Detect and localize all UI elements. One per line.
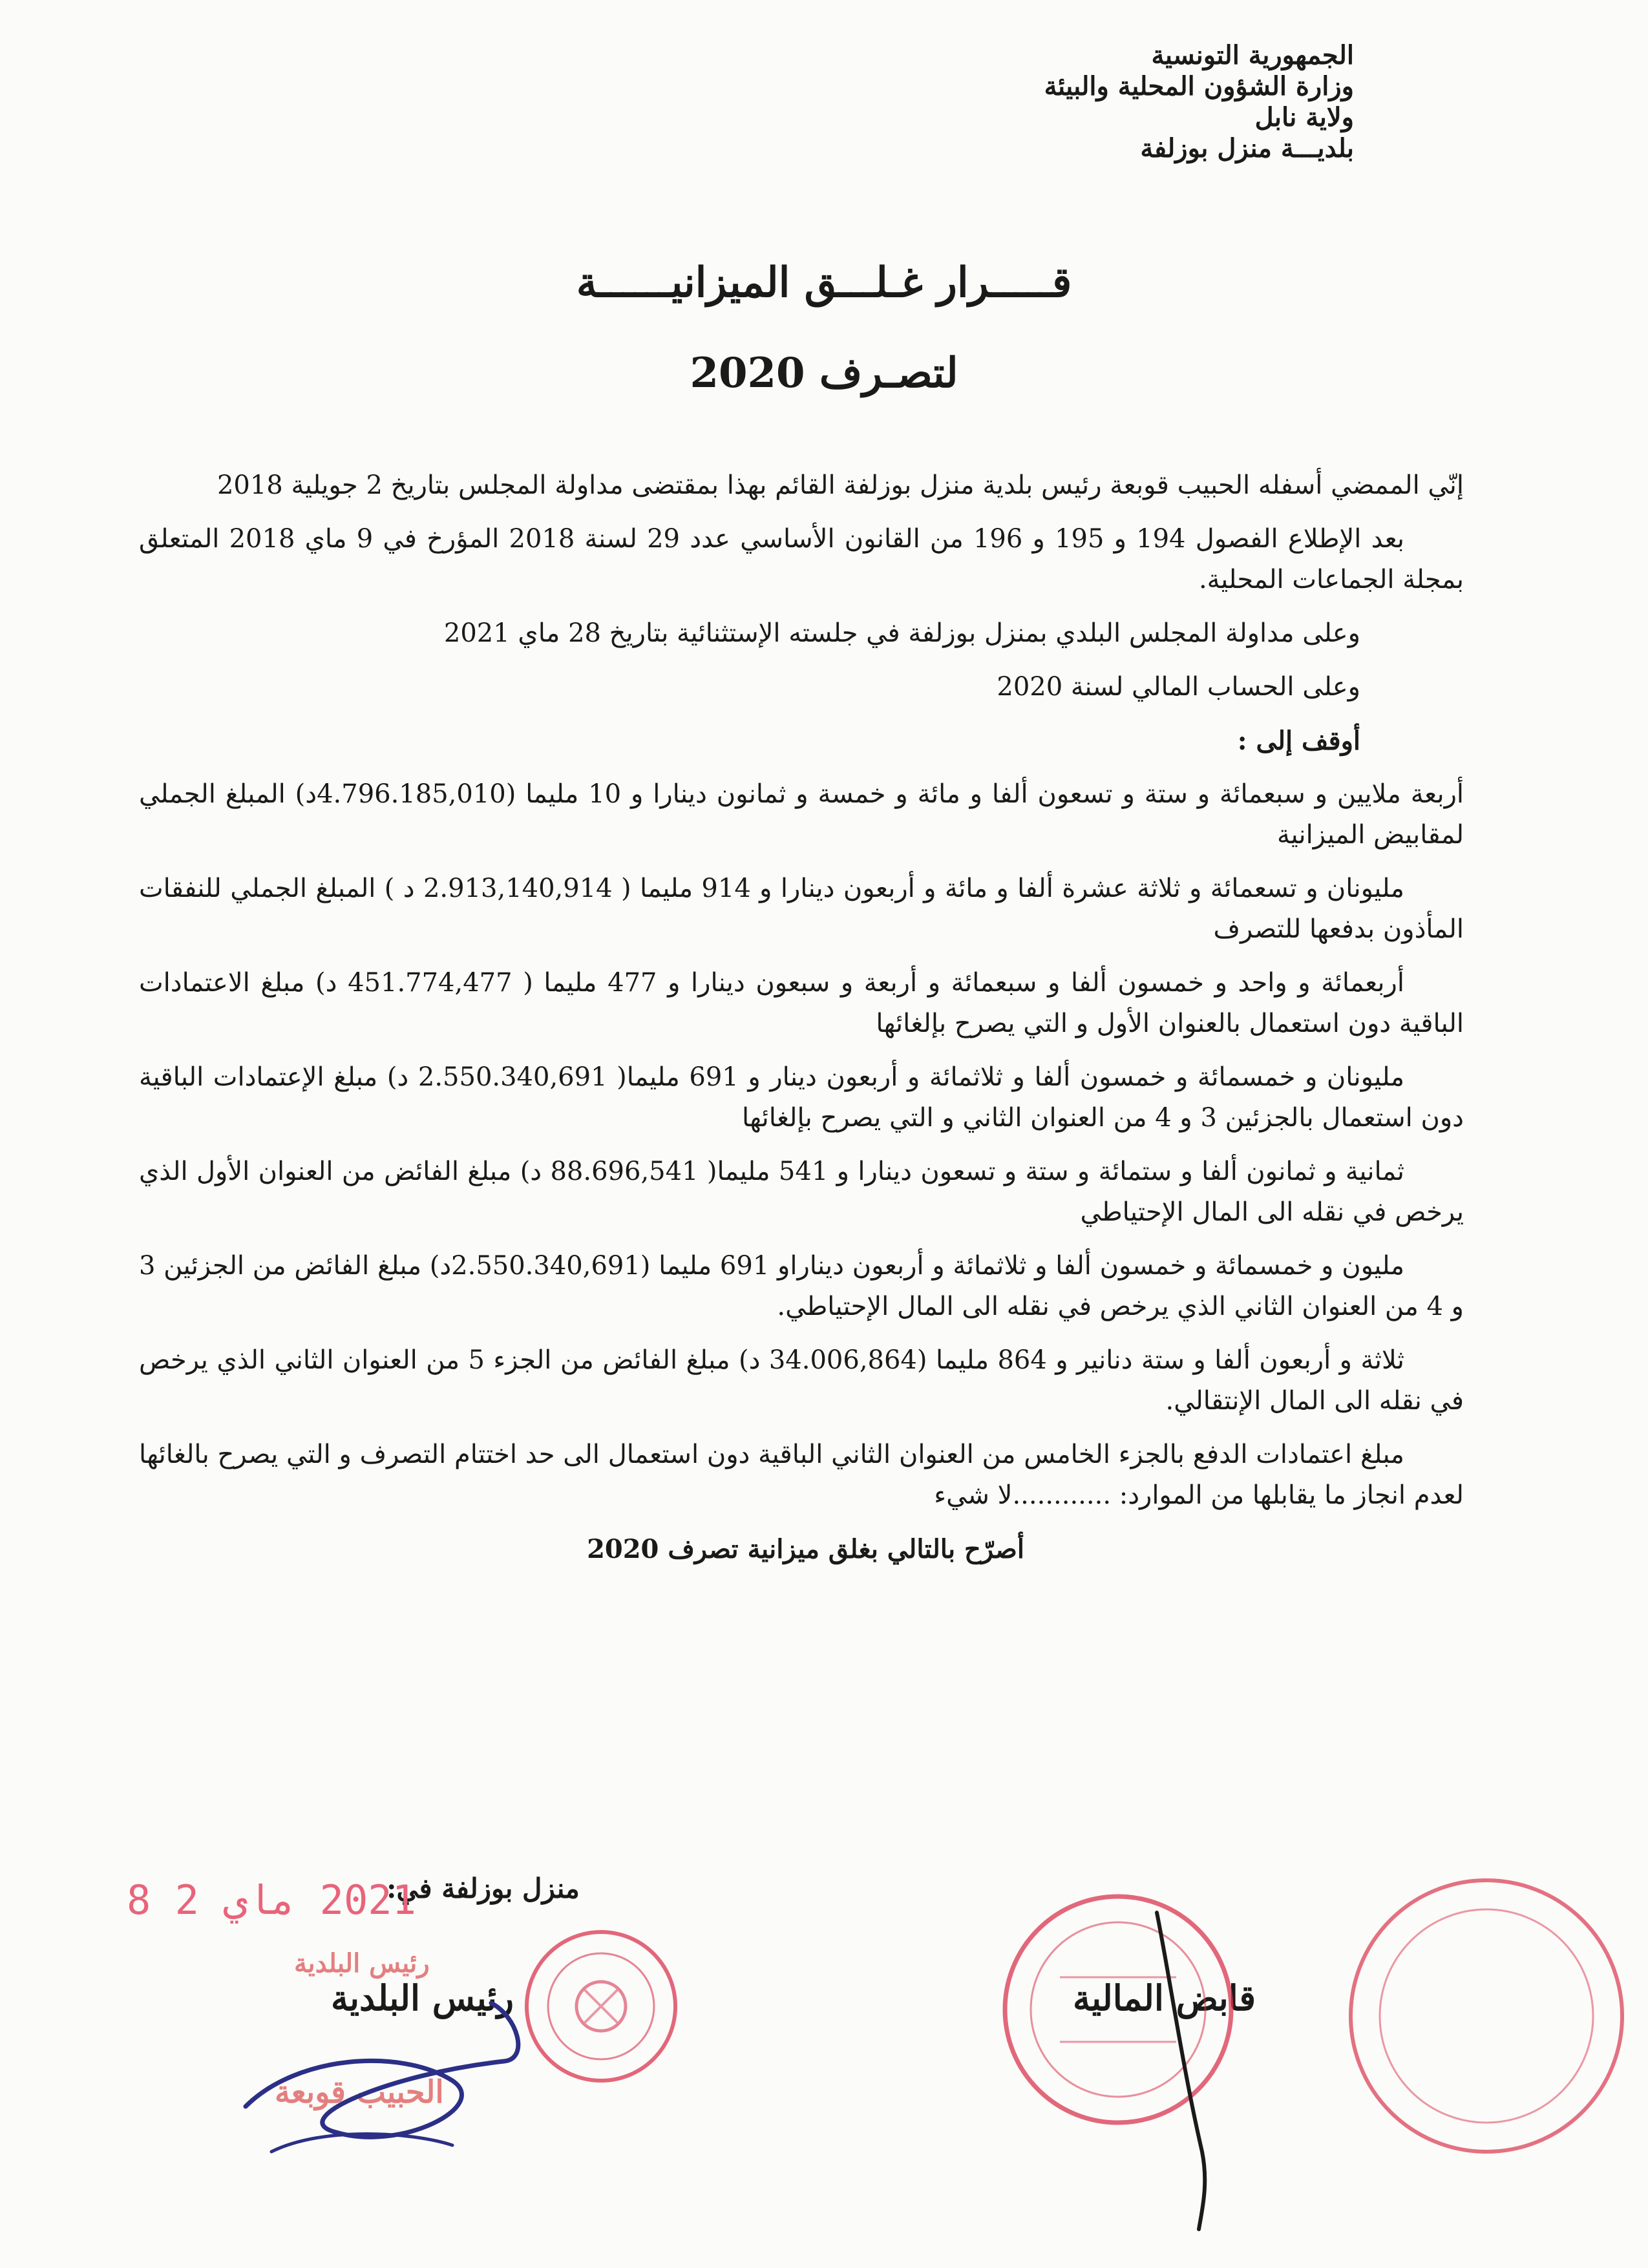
legal-reference-paragraph: بعد الإطلاع الفصول 194 و 195 و 196 من القانون الأساسي عدد 29 لسنة 2018 المؤرخ في 9 ماي 2018 المتعلق بمجلة الجماعات المحلية. <box>139 524 1464 594</box>
treasurer-label: قابض المالية <box>1073 1977 1256 2019</box>
decision-item: ثلاثة و أربعون ألفا و ستة دنانير و 864 مليما (34.006,864 د) مبلغ الفائض من الجزء 5 من العنوان الثاني الذي يرخص في نقله الى المال الإنتقالي. <box>139 1345 1464 1416</box>
decision-item: أربعمائة و واحد و خمسون ألفا و سبعمائة و أربعة و سبعون دينارا و 477 مليما ( 451.774,477 د) مبلغ الاعتمادات الباقية دون استعمال بالعنوان الأول و التي يصرح بإلغائها <box>139 968 1464 1038</box>
mayor-label: رئيس البلدية <box>331 1977 514 2019</box>
decision-heading: أوقف إلى : <box>1237 726 1360 756</box>
mayor-stamp-name: الحبيب قوبعة <box>275 2074 444 2110</box>
closing-statement: أصرّح بالتالي بغلق ميزانية تصرف 2020 <box>587 1534 1024 1564</box>
decision-item: مبلغ اعتمادات الدفع بالجزء الخامس من العنوان الثاني الباقية دون استعمال الى حد اختتام التصرف و التي يصرح بالغائها لعدم انجاز ما يقابلها من الموارد: ............لا شيء <box>139 1440 1464 1510</box>
preamble-paragraph: إنّي الممضي أسفله الحبيب قوبعة رئيس بلدية منزل بوزلفة القائم بهذا بمقتضى مداولة المجلس بتاريخ 2 جويلية 2018 <box>217 470 1464 500</box>
decision-item: أربعة ملايين و سبعمائة و ستة و تسعون ألفا و مائة و خمسة و ثمانون دينارا و 10 مليما (4.796.185,010د) المبلغ الجملي لمقابيض الميزانية <box>139 779 1464 850</box>
municipal-seal-stamp <box>527 1932 675 2081</box>
mayor-signature <box>246 2003 518 2152</box>
decision-item: مليونان و تسعمائة و ثلاثة عشرة ألفا و مائة و أربعون دينارا و 914 مليما ( 2.913,140,914 د ) المبلغ الجملي للنفقات المأذون بدفعها للتصرف <box>139 874 1464 944</box>
decision-item: ثمانية و ثمانون ألفا و ستمائة و ستة و تسعون دينارا و 541 مليما( 88.696,541 د) مبلغ الفائض من العنوان الأول الذي يرخص في نقله الى المال الإحتياطي <box>139 1157 1464 1227</box>
header-line-municipality: بلديـــة منزل بوزلفة <box>1140 133 1354 163</box>
partial-stamp-edge <box>1351 1880 1622 2152</box>
financial-account-paragraph: وعلى الحساب المالي لسنة 2020 <box>997 672 1360 702</box>
header-line-governorate: ولاية نابل <box>1254 102 1354 132</box>
mayor-stamp-title: رئيس البلدية <box>294 1948 430 1979</box>
decision-title: قـــــرار غـلـــق الميزانيــــــة <box>576 258 1072 307</box>
council-deliberation-paragraph: وعلى مداولة المجلس البلدي بمنزل بوزلفة في جلسته الإستثنائية بتاريخ 28 ماي 2021 <box>443 618 1360 648</box>
header-line-ministry: وزارة الشؤون المحلية والبيئة <box>1044 71 1354 101</box>
place-date-label: منزل بوزلفة في: <box>386 1873 580 1904</box>
header-line-republic: الجمهورية التونسية <box>1151 40 1354 70</box>
decision-item: مليون و خمسمائة و خمسون ألفا و ثلاثمائة و أربعون ديناراو 691 مليما (2.550.340,691د) مبلغ الفائض من الجزئين 3 و 4 من العنوان الثاني الذي يرخص في نقله الى المال الإحتياطي. <box>139 1251 1464 1321</box>
date-stamp: 2021 ماي 2 8 <box>127 1876 416 1924</box>
treasury-stamp <box>1005 1896 1231 2123</box>
decision-item: مليونان و خمسمائة و خمسون ألفا و ثلاثمائة و أربعون دينار و 691 مليما( 2.550.340,691 د) مبلغ الإعتمادات الباقية دون استعمال بالجزئين 3 و 4 من العنوان الثاني و التي يصرح بإلغائها <box>139 1062 1464 1133</box>
decision-subtitle: لتصـرف 2020 <box>690 349 958 397</box>
